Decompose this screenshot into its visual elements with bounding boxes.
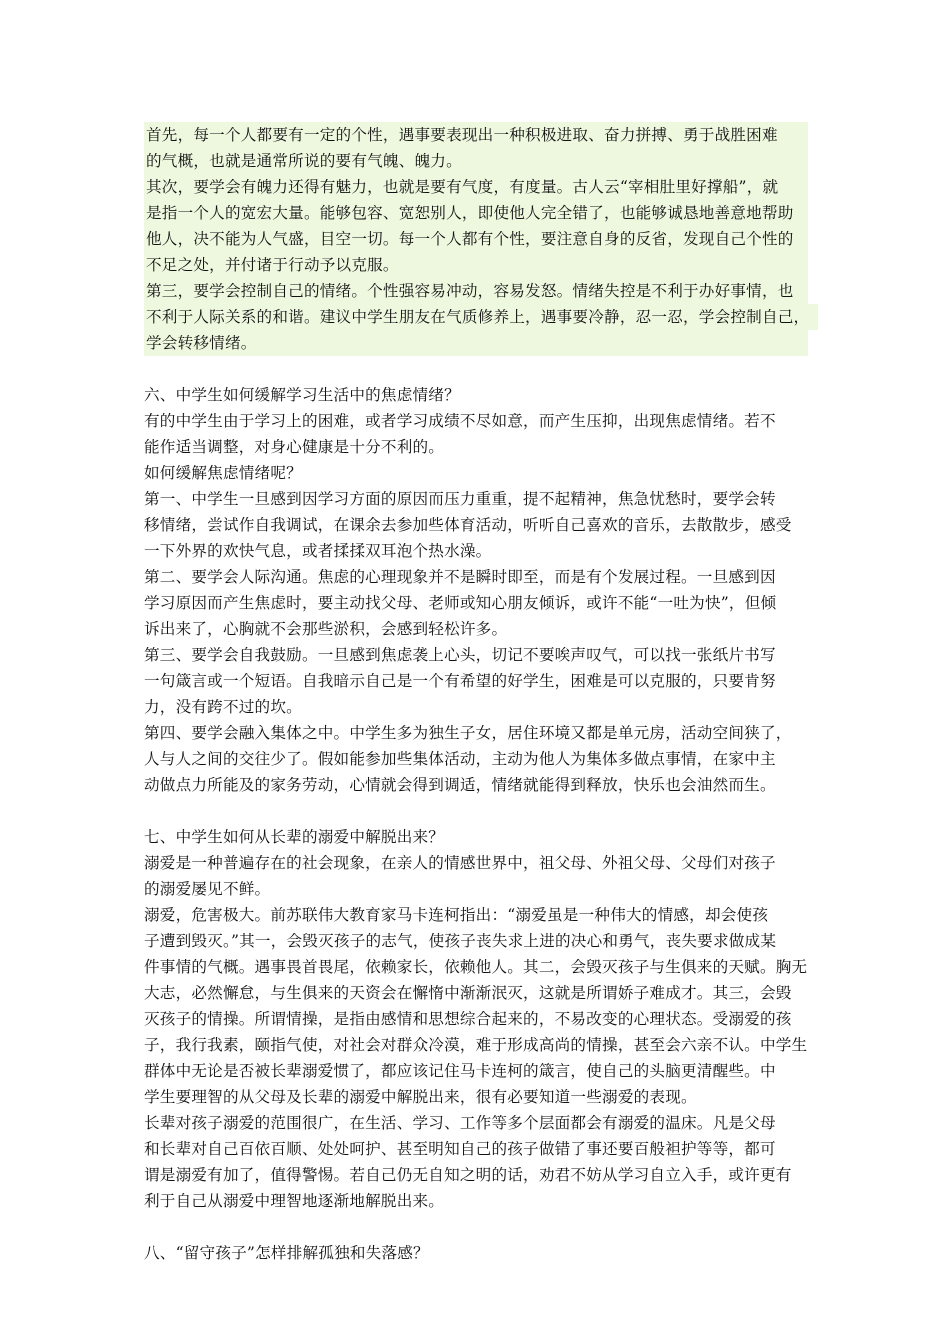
- blank-line: [144, 798, 819, 824]
- paragraph-line: 灭孩子的情操。所谓情操，是指由感情和思想综合起来的，不易改变的心理状态。受溺爱的孩: [144, 1010, 792, 1028]
- paragraph-line: 一下外界的欢快气息，或者揉揉双耳泡个热水澡。: [144, 542, 492, 560]
- paragraph-line: 第三、要学会自我鼓励。一旦感到焦虑袭上心头，切记不要唉声叹气，可以找一张纸片书写: [144, 646, 776, 664]
- blank-line: [144, 356, 819, 382]
- paragraph-line: 的气概，也就是通常所说的要有气魄、魄力。: [144, 148, 808, 174]
- paragraph-line: 学会转移情绪。: [144, 330, 808, 356]
- paragraph-line: 第三，要学会控制自己的情绪。个性强容易冲动，容易发怒。情绪失控是不利于办好事情，也: [144, 278, 808, 304]
- paragraph-line: 溺爱，危害极大。前苏联伟大教育家马卡连柯指出：“溺爱虽是一种伟大的情感，却会使孩: [144, 906, 769, 924]
- paragraph-line: 如何缓解焦虑情绪呢？: [144, 464, 302, 482]
- paragraph-line: 有的中学生由于学习上的困难，或者学习成绩不尽如意，而产生压抑，出现焦虑情绪。若不: [144, 412, 776, 430]
- paragraph-line: 的溺爱屡见不鲜。: [144, 880, 271, 898]
- paragraph-line: 件事情的气概。遇事畏首畏尾，依赖家长，依赖他人。其二，会毁灭孩子与生俱来的天赋。胸无: [144, 958, 808, 976]
- paragraph-line: 利于自己从溺爱中理智地逐渐地解脱出来。: [144, 1192, 445, 1210]
- paragraph-line: 他人，决不能为人气盛，目空一切。每一个人都有个性，要注意自身的反省，发现自己个性的: [144, 226, 808, 252]
- paragraph-line: 大志，必然懈怠，与生俱来的天资会在懈惰中渐渐泯灭，这就是所谓娇子难成才。其三，会毁: [144, 984, 792, 1002]
- paragraph-line: 子遭到毁灭。”其一，会毁灭孩子的志气，使孩子丧失求上进的决心和勇气，丧失要求做成某: [144, 932, 777, 950]
- document-body: [144, 122, 819, 1266]
- paragraph-line: 长辈对孩子溺爱的范围很广，在生活、学习、工作等多个层面都会有溺爱的温床。凡是父母: [144, 1114, 776, 1132]
- paragraph-line: 移情绪，尝试作自我调试，在课余去参加些体育活动，听听自己喜欢的音乐，去散散步，感受: [144, 516, 792, 534]
- section-heading: 八、“留守孩子”怎样排解孤独和失落感？: [144, 1244, 429, 1262]
- paragraph-line: 诉出来了，心胸就不会那些淤积，会感到轻松许多。: [144, 620, 508, 638]
- paragraph-line: 一句箴言或一个短语。自我暗示自己是一个有希望的好学生，困难是可以克服的，只要肯努: [144, 672, 776, 690]
- paragraph-line: 第四、要学会融入集体之中。中学生多为独生子女，居住环境又都是单元房，活动空间狭了，: [144, 724, 792, 742]
- paragraph-line: 人与人之间的交往少了。假如能参加些集体活动，主动为他人为集体多做点事情，在家中主: [144, 750, 776, 768]
- paragraph-line: 谓是溺爱有加了，值得警惕。若自己仍无自知之明的话，劝君不妨从学习自立入手，或许更有: [144, 1166, 792, 1184]
- paragraph-line: 是指一个人的宽宏大量。能够包容、宽恕别人，即使他人完全错了，也能够诚恳地善意地帮助: [144, 200, 808, 226]
- paragraph-line: 不利于人际关系的和谐。建议中学生朋友在气质修养上，遇事要冷静，忍一忍，学会控制自己，: [144, 304, 818, 330]
- paragraph-line: 动做点力所能及的家务劳动，心情就会得到调适，情绪就能得到释放，快乐也会油然而生。: [144, 776, 776, 794]
- paragraph-line: 学习原因而产生焦虑时，要主动找父母、老师或知心朋友倾诉，或许不能“一吐为快”，但倾: [144, 594, 777, 612]
- paragraph-line: 不足之处，并付诸于行动予以克服。: [144, 252, 808, 278]
- blank-line: [144, 1214, 819, 1240]
- section-heading: 七、中学生如何从长辈的溺爱中解脱出来？: [144, 828, 445, 846]
- section-heading: 六、中学生如何缓解学习生活中的焦虑情绪？: [144, 386, 460, 404]
- paragraph-line: 第一、中学生一旦感到因学习方面的原因而压力重重，提不起精神，焦急忧愁时，要学会转: [144, 490, 776, 508]
- paragraph-line: 能作适当调整，对身心健康是十分不利的。: [144, 438, 445, 456]
- paragraph-line: 第二、要学会人际沟通。焦虑的心理现象并不是瞬时即至，而是有个发展过程。一旦感到因: [144, 568, 776, 586]
- paragraph-line: 子，我行我素，颐指气使，对社会对群众冷漠，难于形成高尚的情操，甚至会六亲不认。中学生: [144, 1036, 808, 1054]
- paragraph-line: 首先，每一个人都要有一定的个性，遇事要表现出一种积极进取、奋力拼搏、勇于战胜困难: [144, 122, 808, 148]
- paragraph-line: 溺爱是一种普遍存在的社会现象，在亲人的情感世界中，祖父母、外祖父母、父母们对孩子: [144, 854, 776, 872]
- paragraph-line: 群体中无论是否被长辈溺爱惯了，都应该记住马卡连柯的箴言，使自己的头脑更清醒些。中: [144, 1062, 776, 1080]
- paragraph-line: 其次，要学会有魄力还得有魅力，也就是要有气度，有度量。古人云“宰相肚里好撑船”，就: [144, 174, 808, 200]
- paragraph-line: 力，没有跨不过的坎。: [144, 698, 302, 716]
- paragraph-line: 和长辈对自己百依百顺、处处呵护、甚至明知自己的孩子做错了事还要百般袒护等等，都可: [144, 1140, 776, 1158]
- paragraph-line: 学生要理智的从父母及长辈的溺爱中解脱出来，很有必要知道一些溺爱的表现。: [144, 1088, 697, 1106]
